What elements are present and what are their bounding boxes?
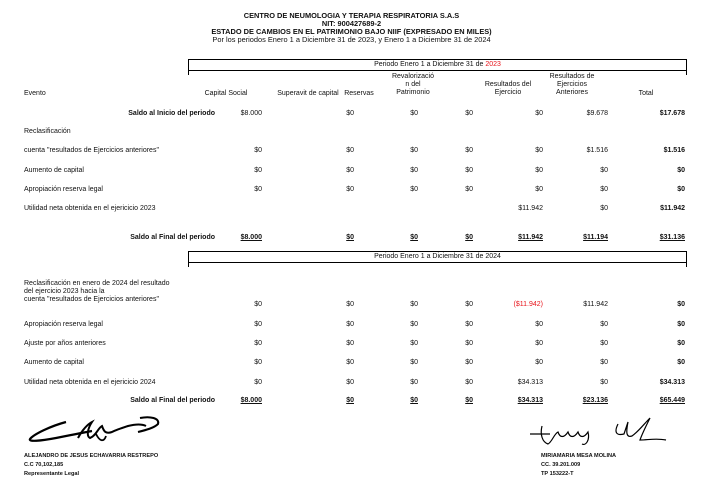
cell-reservas: $0 [410, 379, 418, 386]
cell-reservas: $0 [410, 234, 418, 241]
cell-total: $34.313 [659, 379, 685, 386]
row-label: Saldo al Inicio del periodo [128, 110, 215, 117]
cell-reservas: $0 [410, 397, 418, 404]
cell-resultados-ejercicio: $0 [535, 147, 543, 154]
report-subtitle: Por los periodos Enero 1 a Diciembre 31 de 2023, y Enero 1 a Diciembre 31 de 2024 [212, 35, 491, 44]
col-resultados-anteriores-line: Resultados de [549, 73, 595, 80]
row-label: Aumento de capital [24, 167, 84, 174]
cell-resultados-anteriores: $0 [600, 167, 608, 174]
cell-capital-social: $0 [254, 167, 262, 174]
period-2024-header [188, 251, 687, 263]
cell-total: $0 [677, 186, 685, 193]
closing-balance-row-2024 [0, 396, 703, 406]
cell-capital-social: $0 [254, 359, 262, 366]
box-tick [188, 263, 189, 267]
cell-resultados-anteriores: $0 [600, 205, 608, 212]
cell-revalorizacion: $0 [465, 147, 473, 154]
row-label: Ajuste por años anteriores [24, 340, 106, 347]
period-2023-label: Periodo Enero 1 a Diciembre 31 de [374, 61, 486, 68]
row-label: cuenta "resultados de Ejercicios anteriores" [24, 147, 159, 154]
cell-resultados-ejercicio: $0 [535, 167, 543, 174]
cell-reservas: $0 [410, 301, 418, 308]
cell-resultados-ejercicio: $0 [535, 340, 543, 347]
cell-total: $0 [677, 321, 685, 328]
box-tick [686, 263, 687, 267]
period-2023-year: 2023 [485, 61, 501, 68]
cell-superavit: $0 [346, 359, 354, 366]
cell-total: $0 [677, 167, 685, 174]
cell-resultados-ejercicio: $0 [535, 359, 543, 366]
cell-capital-social: $0 [254, 340, 262, 347]
cell-superavit: $0 [346, 379, 354, 386]
closing-balance-row-2023 [0, 233, 703, 243]
reclass-label-line: del ejercicio 2023 hacia la [24, 288, 105, 295]
signature-right-name: MIRIAMARIA MESA MOLINA [541, 453, 617, 459]
cell-superavit: $0 [346, 110, 354, 117]
cell-resultados-anteriores: $0 [600, 321, 608, 328]
cell-resultados-anteriores: $11.194 [583, 234, 608, 241]
cell-resultados-anteriores: $0 [600, 359, 608, 366]
col-resultados-anteriores-line: Anteriores [556, 89, 588, 96]
cell-total: $0 [677, 301, 685, 308]
cell-capital-social: $0 [254, 186, 262, 193]
col-revalorizacion-line: n del [405, 81, 421, 88]
cell-revalorizacion: $0 [465, 397, 473, 404]
cell-total: $0 [677, 340, 685, 347]
table-row [0, 185, 703, 195]
cell-resultados-ejercicio: $0 [535, 186, 543, 193]
col-resultados-anteriores [532, 73, 612, 97]
cell-superavit: $0 [346, 397, 354, 404]
cell-capital-social: $0 [254, 321, 262, 328]
reclass-label-line: Reclasificación en enero de 2024 del resultado [24, 280, 170, 287]
box-tick [188, 71, 189, 75]
cell-resultados-ejercicio: $0 [535, 321, 543, 328]
table-row [0, 146, 703, 156]
cell-superavit: $0 [346, 186, 354, 193]
cell-resultados-ejercicio: $0 [535, 110, 543, 117]
cell-reservas: $0 [410, 359, 418, 366]
cell-superavit: $0 [346, 321, 354, 328]
row-label: Utilidad neta obtenida en el ejericicio 2023 [24, 205, 156, 212]
report-title: ESTADO DE CAMBIOS EN EL PATRIMONIO BAJO NIIF (EXPRESADO EN MILES) [211, 27, 492, 36]
row-label: Saldo al Final del periodo [130, 234, 215, 241]
cell-resultados-anteriores: $0 [600, 340, 608, 347]
cell-resultados-anteriores: $0 [600, 186, 608, 193]
cell-superavit: $0 [346, 301, 354, 308]
cell-revalorizacion: $0 [465, 301, 473, 308]
row-label: Saldo al Final del periodo [130, 397, 215, 404]
signature-left-id: C.C 70,102,185 [24, 462, 64, 468]
cell-superavit: $0 [346, 234, 354, 241]
cell-resultados-anteriores: $9.678 [586, 110, 608, 117]
cell-reservas: $0 [410, 340, 418, 347]
signature-left-icon [26, 412, 171, 446]
cell-capital-social: $0 [254, 301, 262, 308]
col-reservas: Reservas [344, 90, 374, 97]
col-resultados-ejercicio-line: Ejercicio [494, 89, 522, 96]
cell-total: $31.136 [659, 234, 685, 241]
table-row [0, 320, 703, 330]
cell-reservas: $0 [410, 167, 418, 174]
col-total: Total [638, 90, 654, 97]
cell-resultados-ejercicio: $11.942 [518, 234, 543, 241]
cell-resultados-anteriores: $11.942 [583, 301, 608, 308]
cell-reservas: $0 [410, 186, 418, 193]
table-row [0, 378, 703, 388]
cell-revalorizacion: $0 [465, 379, 473, 386]
signature-right-icon [528, 414, 668, 448]
cell-capital-social: $0 [254, 147, 262, 154]
cell-superavit: $0 [346, 147, 354, 154]
col-revalorizacion [373, 73, 453, 97]
signature-left-name: ALEJANDRO DE JESUS ECHAVARRIA RESTREPO [24, 453, 159, 459]
table-row [0, 358, 703, 368]
cell-capital-social: $8.000 [240, 397, 262, 404]
cell-resultados-ejercicio: $34.313 [517, 397, 543, 404]
cell-reservas: $0 [410, 321, 418, 328]
period-2023-header [188, 59, 687, 71]
row-label: Aumento de capital [24, 359, 84, 366]
cell-resultados-anteriores: $0 [600, 379, 608, 386]
period-2024-label: Periodo Enero 1 a Diciembre 31 de 2024 [374, 253, 501, 260]
cell-resultados-ejercicio: $11.942 [518, 205, 543, 212]
cell-total: $17.678 [659, 110, 685, 117]
col-resultados-ejercicio-line: Resultados del [484, 81, 532, 88]
signature-right-role: TP 153222-T [541, 471, 574, 477]
col-evento: Evento [24, 90, 46, 97]
col-resultados-anteriores-line: Ejercicios [557, 81, 587, 88]
cell-reservas: $0 [410, 110, 418, 117]
cell-capital-social: $0 [254, 379, 262, 386]
table-row [0, 204, 703, 214]
row-label: Utilidad neta obtenida en el ejericicio 2024 [24, 379, 156, 386]
cell-superavit: $0 [346, 167, 354, 174]
company-name: CENTRO DE NEUMOLOGIA Y TERAPIA RESPIRATORIA S.A.S [243, 11, 460, 20]
cell-total: $65.449 [659, 397, 685, 404]
box-tick [686, 71, 687, 75]
table-row [0, 339, 703, 349]
row-label: Apropiación reserva legal [24, 186, 103, 193]
table-row [0, 166, 703, 176]
cell-revalorizacion: $0 [465, 110, 473, 117]
row-label: Apropiación reserva legal [24, 321, 103, 328]
reclass-label-line: cuenta "resultados de Ejercicios anteriores" [24, 296, 159, 303]
company-nit: NIT: 900427689-2 [321, 19, 382, 28]
col-capital-social: Capital Social [204, 90, 248, 97]
cell-total: $11.942 [660, 205, 685, 212]
cell-resultados-ejercicio: ($11.942) [513, 301, 543, 308]
cell-revalorizacion: $0 [465, 234, 473, 241]
cell-reservas: $0 [410, 147, 418, 154]
cell-revalorizacion: $0 [465, 340, 473, 347]
cell-total: $1.516 [663, 147, 685, 154]
col-revalorizacion-line: Revalorizació [391, 73, 435, 80]
cell-revalorizacion: $0 [465, 359, 473, 366]
cell-revalorizacion: $0 [465, 321, 473, 328]
cell-resultados-anteriores: $23.136 [582, 397, 608, 404]
col-superavit: Superavit de capital [277, 90, 339, 97]
signature-left-role: Representante Legal [24, 471, 80, 477]
reclass-2024-row [0, 300, 703, 310]
cell-total: $0 [677, 359, 685, 366]
cell-capital-social: $8.000 [240, 110, 262, 117]
cell-resultados-ejercicio: $34.313 [517, 379, 543, 386]
cell-revalorizacion: $0 [465, 167, 473, 174]
cell-resultados-anteriores: $1.516 [586, 147, 608, 154]
cell-capital-social: $8.000 [240, 234, 262, 241]
section-label: Reclasificación [24, 128, 71, 135]
signature-right-id: CC. 39.201.009 [541, 462, 581, 468]
cell-superavit: $0 [346, 340, 354, 347]
section-label-row [0, 127, 703, 137]
cell-revalorizacion: $0 [465, 186, 473, 193]
col-revalorizacion-line: Patrimonio [396, 89, 430, 96]
opening-balance-row-2023 [0, 109, 703, 119]
